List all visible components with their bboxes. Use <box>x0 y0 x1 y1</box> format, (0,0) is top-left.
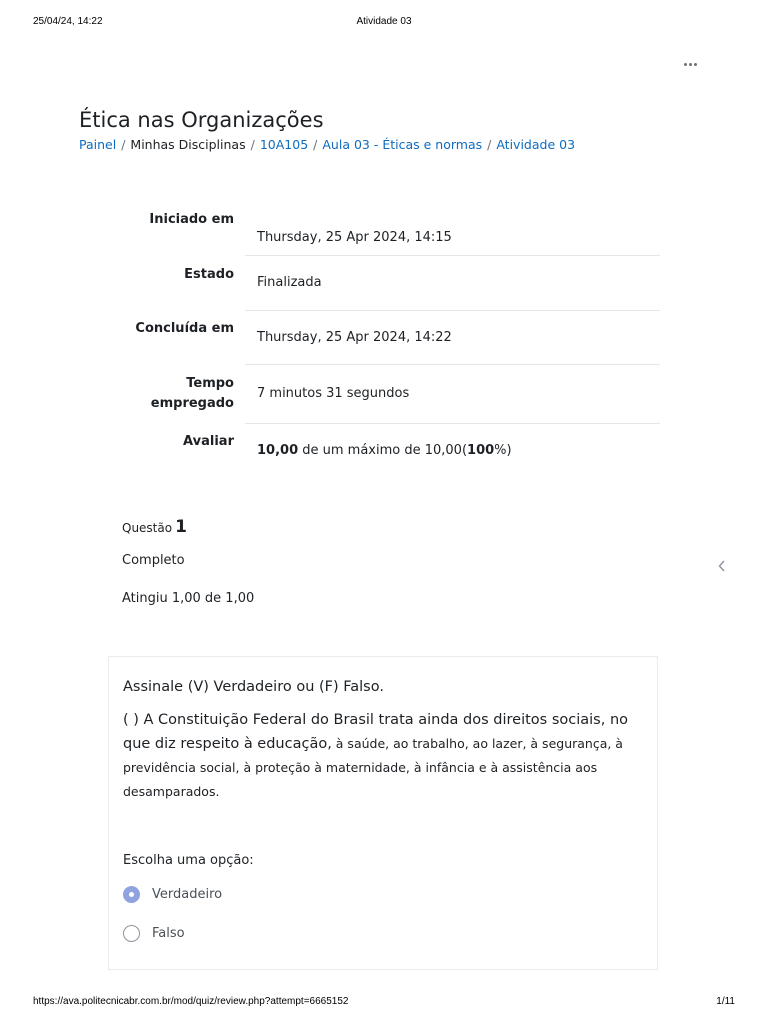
summary-divider <box>245 255 660 256</box>
question-grade: Atingiu 1,00 de 1,00 <box>122 591 255 606</box>
choose-option-prompt: Escolha uma opção: <box>123 853 254 868</box>
started-value: Thursday, 25 Apr 2024, 14:15 <box>257 230 452 245</box>
time-value: 7 minutos 31 segundos <box>257 386 410 401</box>
option-label: Verdadeiro <box>152 887 223 902</box>
breadcrumb <box>79 137 575 152</box>
print-url: https://ava.politecnicabr.com.br/mod/quiz/review.php?attempt=6665152 <box>33 996 349 1007</box>
breadcrumb-course[interactable]: 10A105 <box>259 137 309 152</box>
print-datetime: 25/04/24, 14:22 <box>33 16 103 27</box>
completed-label: Concluída em <box>135 321 234 336</box>
radio-selected[interactable] <box>123 886 140 903</box>
grade-value: 10,00 de um máximo de 10,00(100%) <box>257 443 512 458</box>
print-title: Atividade 03 <box>356 16 412 27</box>
time-label: Tempo empregado <box>150 376 234 411</box>
state-label: Estado <box>184 267 234 282</box>
breadcrumb-separator: / <box>313 137 318 152</box>
breadcrumb-painel[interactable]: Painel <box>79 137 117 152</box>
question-state: Completo <box>122 553 185 568</box>
print-page-number: 1/11 <box>716 996 735 1007</box>
breadcrumb-minhas-disciplinas: Minhas Disciplinas <box>130 137 246 152</box>
breadcrumb-separator: / <box>121 137 126 152</box>
summary-divider <box>245 423 660 424</box>
state-value: Finalizada <box>257 275 322 290</box>
print-footer <box>33 996 735 1010</box>
breadcrumb-separator: / <box>487 137 492 152</box>
question-number: Questão 1 <box>122 517 187 537</box>
question-instruction: Assinale (V) Verdadeiro ou (F) Falso. <box>123 679 384 695</box>
more-horizontal-icon[interactable] <box>680 58 700 70</box>
question-statement: ( ) A Constituição Federal do Brasil trata ainda dos direitos sociais, no que diz respeito à educação, à saúde, ao trabalho, ao lazer, à segurança, à previdência social, à proteção à maternidade, à infância e à assistência aos desamparados. <box>123 712 629 799</box>
option-label: Falso <box>152 926 185 941</box>
page-title: Ética nas Organizações <box>79 108 324 132</box>
breadcrumb-activity[interactable]: Atividade 03 <box>496 137 576 152</box>
breadcrumb-separator: / <box>250 137 255 152</box>
question-content <box>108 656 658 970</box>
started-label: Iniciado em <box>149 212 234 227</box>
summary-divider <box>245 310 660 311</box>
grade-label: Avaliar <box>183 434 234 449</box>
radio-unselected[interactable] <box>123 925 140 942</box>
summary-divider <box>245 364 660 365</box>
chevron-left-icon[interactable] <box>716 558 728 574</box>
print-header <box>33 16 735 30</box>
breadcrumb-section[interactable]: Aula 03 - Éticas e normas <box>322 137 483 152</box>
completed-value: Thursday, 25 Apr 2024, 14:22 <box>257 330 452 345</box>
